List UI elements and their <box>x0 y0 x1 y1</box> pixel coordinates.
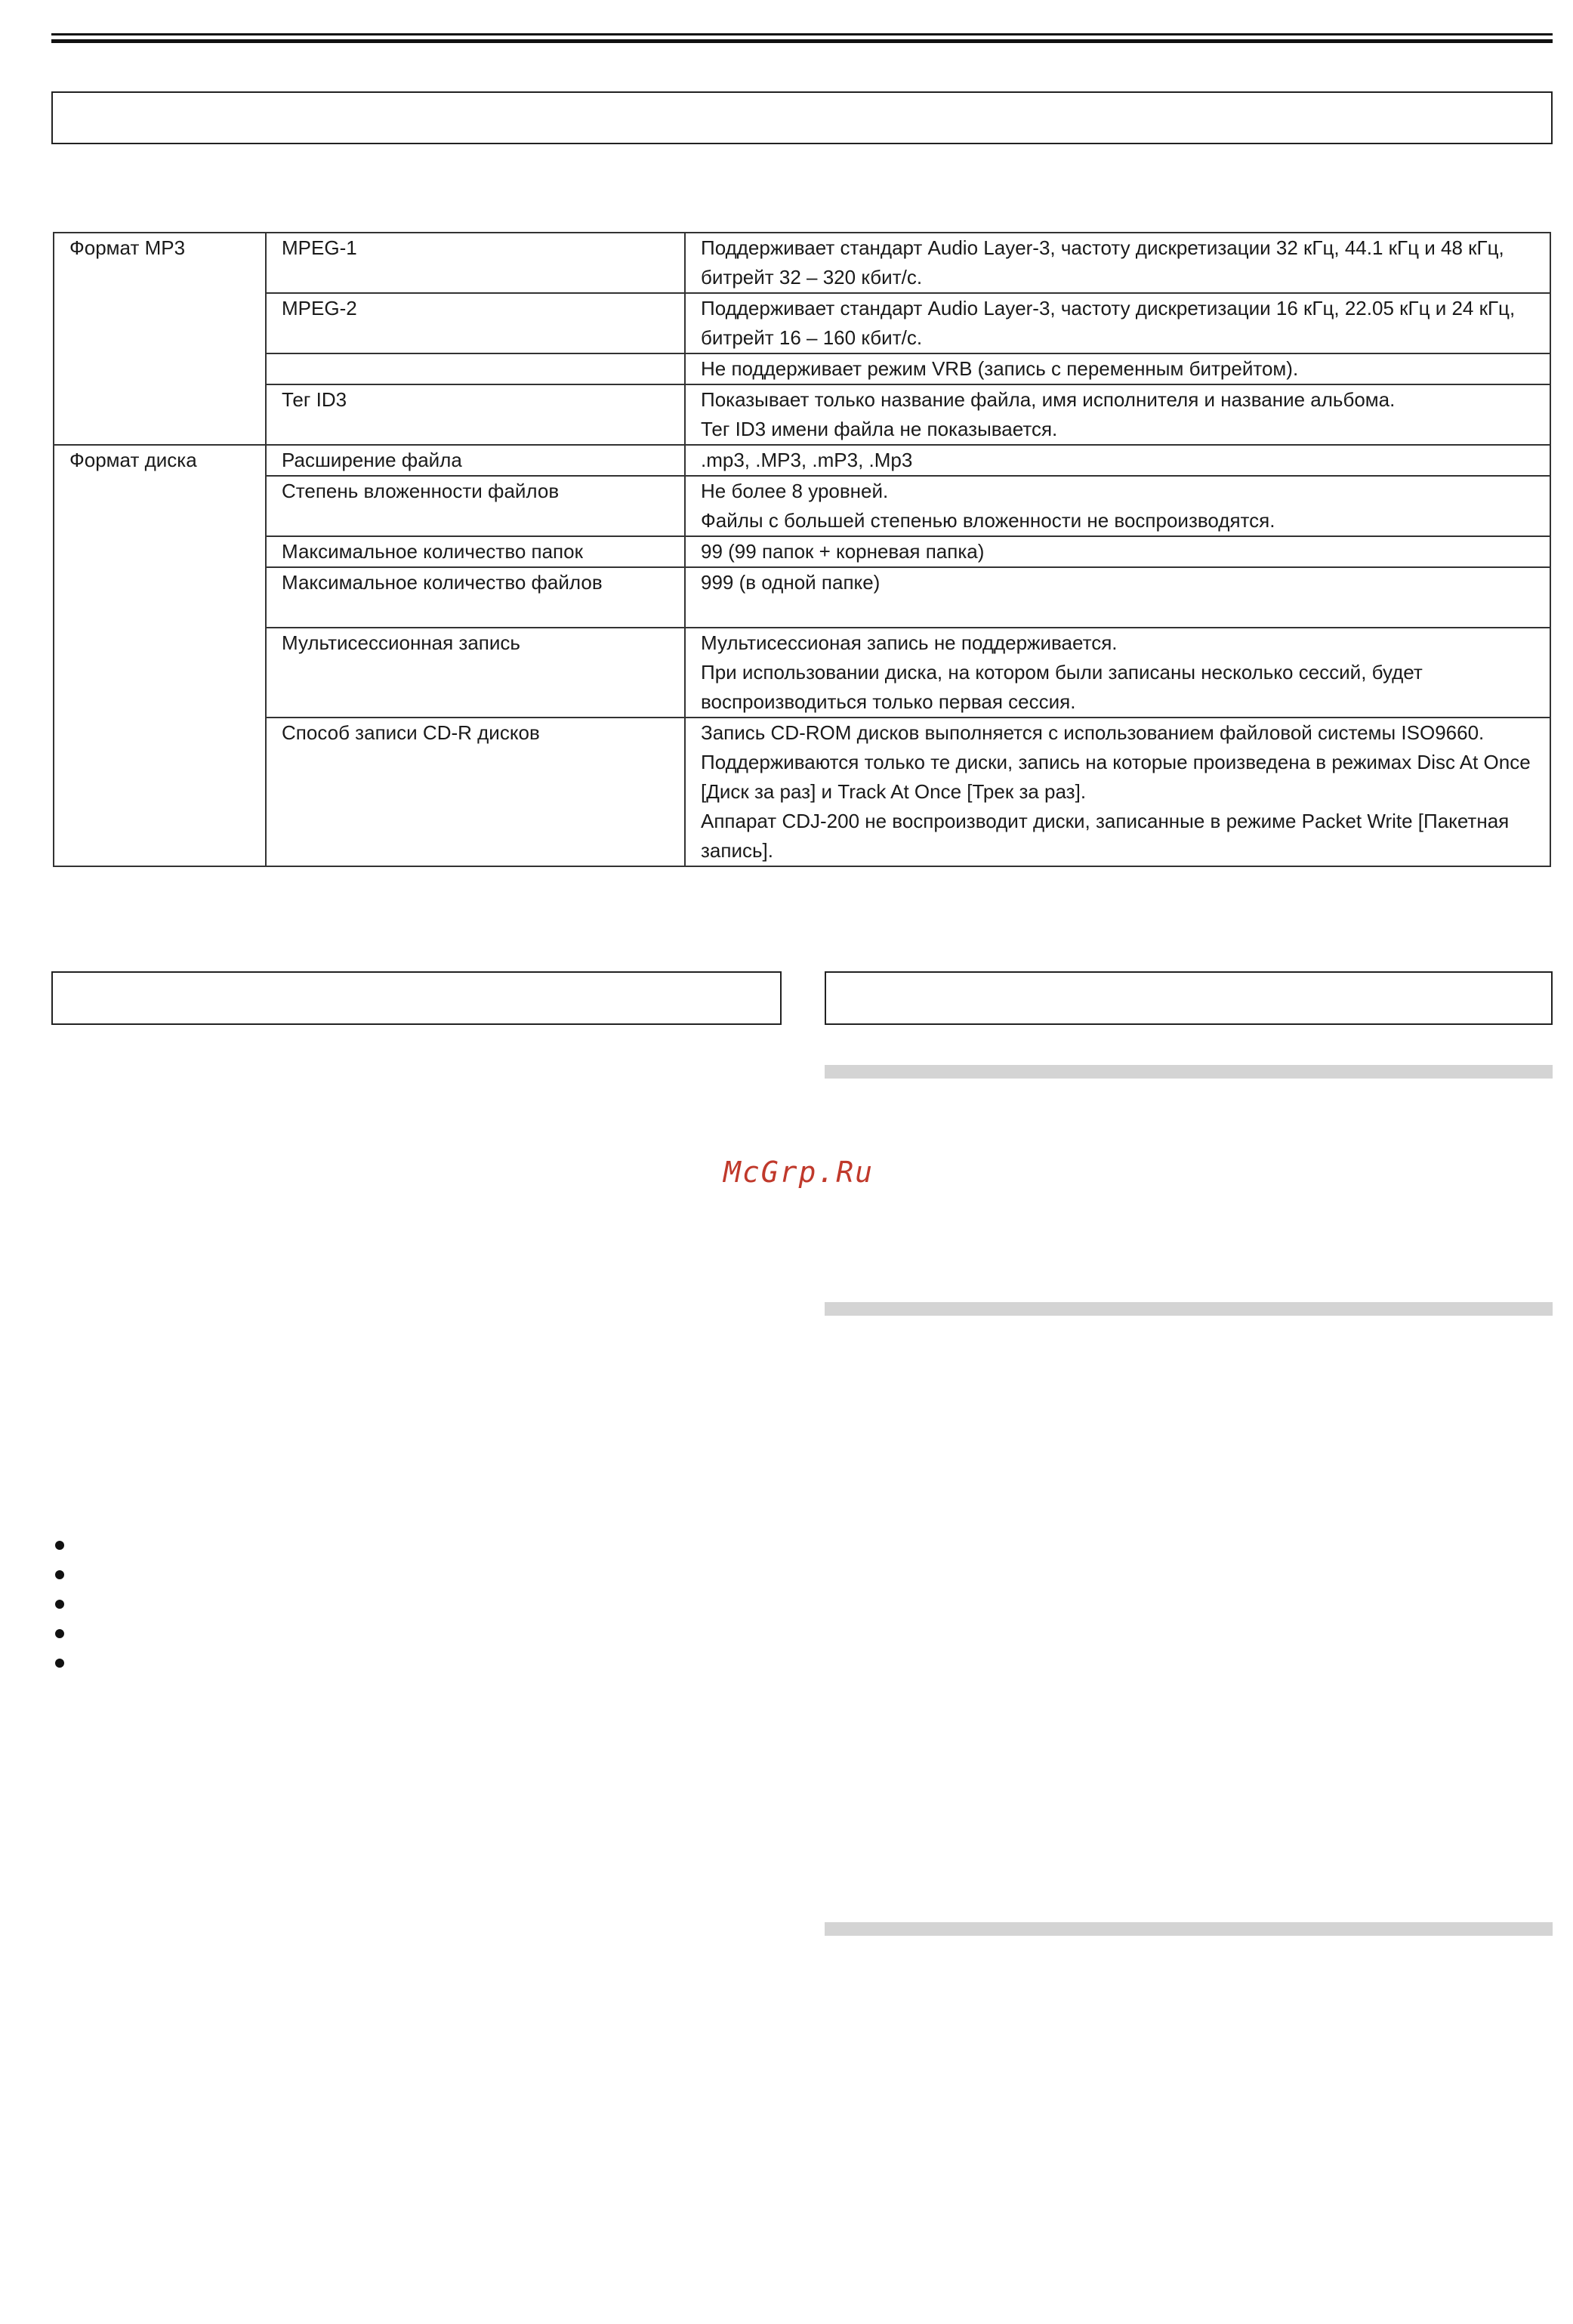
watermark-text: McGrp.Ru <box>723 1156 874 1189</box>
gray-divider-bar <box>825 1065 1553 1079</box>
value-cell: 999 (в одной папке) <box>685 567 1550 628</box>
gray-divider-bar <box>825 1302 1553 1316</box>
bullet-dot-icon <box>55 1541 64 1550</box>
value-cell: Показывает только название файла, имя исполнителя и название альбома. Тег ID3 имени файла не показывается. <box>685 384 1550 445</box>
param-cell: MPEG-2 <box>266 293 685 353</box>
table-row <box>54 718 1550 866</box>
group-cell-mp3: Формат MP3 <box>54 233 266 445</box>
right-section-heading-box <box>825 971 1553 1025</box>
table-row <box>54 628 1550 718</box>
table-row <box>54 567 1550 628</box>
table-row <box>54 445 1550 476</box>
value-cell: Поддерживает стандарт Audio Layer-3, частоту дискретизации 16 кГц, 22.05 кГц и 24 кГц, битрейт 16 – 160 кбит/с. <box>685 293 1550 353</box>
left-section-heading-box <box>51 971 782 1025</box>
value-cell: Мультисессионая запись не поддерживается. При использовании диска, на котором были записаны несколько сессий, будет воспроизводиться только первая сессия. <box>685 628 1550 718</box>
value-cell: 99 (99 папок + корневая папка) <box>685 536 1550 567</box>
param-cell: Способ записи CD-R дисков <box>266 718 685 866</box>
value-cell: Запись CD-ROM дисков выполняется с использованием файловой системы ISO9660. Поддерживаются только те диски, запись на которые произведена в режимах Disc At Once [Диск за раз] и Track At Once [Трек за раз]. Аппарат CDJ-200 не воспроизводит диски, записанные в режиме Packet Write [Пакетная запись]. <box>685 718 1550 866</box>
param-cell: MPEG-1 <box>266 233 685 293</box>
table-row <box>54 476 1550 536</box>
gray-divider-bar <box>825 1922 1553 1936</box>
param-cell: Степень вложенности файлов <box>266 476 685 536</box>
group-cell-disc: Формат диска <box>54 445 266 866</box>
bullet-dot-icon <box>55 1629 64 1638</box>
bullet-dot-icon <box>55 1570 64 1579</box>
bullet-dot-icon <box>55 1600 64 1609</box>
param-cell: Расширение файла <box>266 445 685 476</box>
header-rule-thin <box>51 33 1553 35</box>
value-cell: Не более 8 уровней. Файлы с большей степенью вложенности не воспроизводятся. <box>685 476 1550 536</box>
table-row <box>54 384 1550 445</box>
table-row <box>54 293 1550 353</box>
value-cell: Поддерживает стандарт Audio Layer-3, частоту дискретизации 32 кГц, 44.1 кГц и 48 кГц, битрейт 32 – 320 кбит/с. <box>685 233 1550 293</box>
table-row <box>54 233 1550 293</box>
bullet-dot-icon <box>55 1659 64 1668</box>
param-cell: Максимальное количество папок <box>266 536 685 567</box>
param-cell: Максимальное количество файлов <box>266 567 685 628</box>
value-cell: Не поддерживает режим VRB (запись с переменным битрейтом). <box>685 353 1550 384</box>
param-cell: Тег ID3 <box>266 384 685 445</box>
param-cell <box>266 353 685 384</box>
section-heading-box <box>51 91 1553 144</box>
table-row <box>54 353 1550 384</box>
param-cell: Мультисессионная запись <box>266 628 685 718</box>
bullet-list <box>55 1541 64 1688</box>
header-rule-thick <box>51 39 1553 43</box>
table-row <box>54 536 1550 567</box>
mp3-spec-table <box>53 232 1551 867</box>
value-cell: .mp3, .MP3, .mP3, .Mp3 <box>685 445 1550 476</box>
